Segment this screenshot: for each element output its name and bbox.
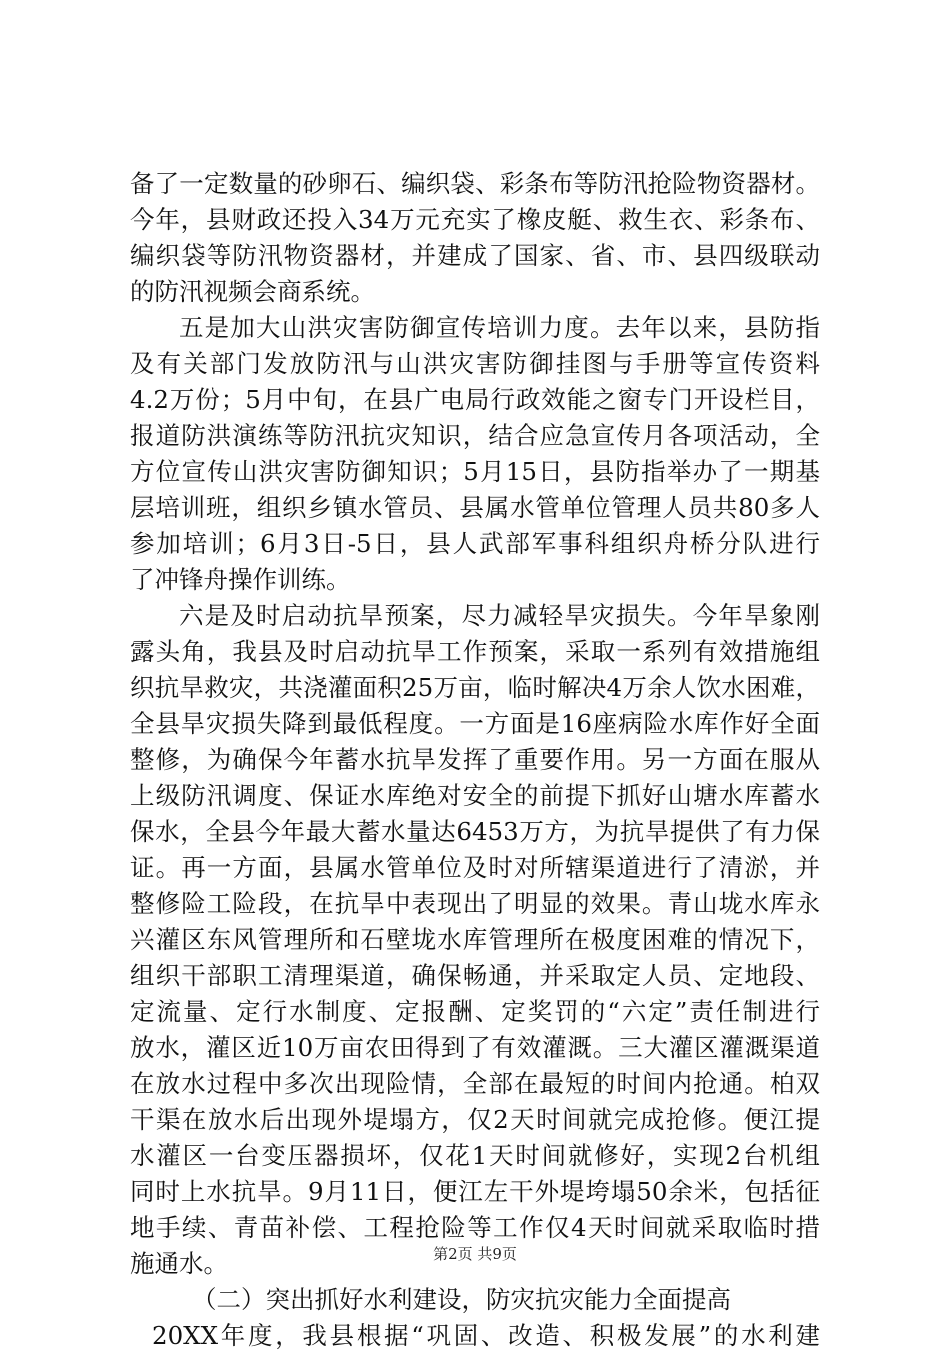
text-line: 整修险工险段，在抗旱中表现出了明显的效果。青山垅水库永	[130, 889, 820, 918]
text-line: 上级防汛调度、保证水库绝对安全的前提下抓好山塘水库蓄水	[130, 781, 820, 810]
text-line: 层培训班，组织乡镇水管员、县属水管单位管理人员共80多人	[130, 493, 820, 522]
text-line: 今年，县财政还投入34万元充实了橡皮艇、救生衣、彩条布、	[130, 205, 820, 234]
text-line: 同时上水抗旱。9月11日，便江左干外堤垮塌50余米，包括征	[130, 1177, 820, 1206]
text-line: 方位宣传山洪灾害防御知识；5月15日，县防指举办了一期基	[130, 457, 820, 486]
text-line: 放水，灌区近10万亩农田得到了有效灌溉。三大灌区灌溉渠道	[130, 1033, 820, 1062]
text-line: 组织干部职工清理渠道，确保畅通，并采取定人员、定地段、	[130, 961, 820, 990]
text-line: 4.2万份；5月中旬，在县广电局行政效能之窗专门开设栏目，	[130, 385, 820, 414]
text-line: 织抗旱救灾，共浇灌面积25万亩，临时解决4万余人饮水困难，	[130, 673, 820, 702]
page-footer: 第2页 共9页	[433, 1245, 517, 1263]
text-line: 了冲锋舟操作训练。	[130, 565, 351, 594]
section-heading: （二）突出抓好水利建设，防灾抗灾能力全面提高	[192, 1285, 731, 1314]
text-line: 编织袋等防汛物资器材，并建成了国家、省、市、县四级联动	[130, 241, 820, 270]
paragraph-start-line: 六是及时启动抗旱预案，尽力减轻旱灾损失。今年旱象刚	[179, 601, 820, 630]
text-line: 干渠在放水后出现外堤塌方，仅2天时间就完成抢修。便江提	[130, 1105, 820, 1134]
text-line: 定流量、定行水制度、定报酬、定奖罚的“六定”责任制进行	[130, 997, 820, 1026]
text-line: 整修，为确保今年蓄水抗旱发挥了重要作用。另一方面在服从	[130, 745, 820, 774]
text-line: 备了一定数量的砂卵石、编织袋、彩条布等防汛抢险物资器材。	[130, 169, 820, 198]
text-line: 施通水。	[130, 1249, 228, 1278]
text-line: 证。再一方面，县属水管单位及时对所辖渠道进行了清淤，并	[130, 853, 820, 882]
text-line: 及有关部门发放防汛与山洪灾害防御挂图与手册等宣传资料	[130, 349, 820, 378]
text-line: 保水，全县今年最大蓄水量达6453万方，为抗旱提供了有力保	[130, 817, 820, 846]
text-line: 兴灌区东风管理所和石壁垅水库管理所在极度困难的情况下，	[130, 925, 820, 954]
text-line: 水灌区一台变压器损坏，仅花1天时间就修好，实现2台机组	[130, 1141, 820, 1170]
document-body	[130, 166, 820, 1354]
paragraph-start-line: 20XX年度，我县根据“巩固、改造、积极发展”的水利建	[152, 1321, 820, 1350]
text-line: 露头角，我县及时启动抗旱工作预案，采取一系列有效措施组	[130, 637, 820, 666]
text-line: 参加培训；6月3日-5日，县人武部军事科组织舟桥分队进行	[130, 529, 820, 558]
text-line: 地手续、青苗补偿、工程抢险等工作仅4天时间就采取临时措	[130, 1213, 820, 1242]
text-line: 报道防洪演练等防汛抗灾知识，结合应急宣传月各项活动，全	[130, 421, 820, 450]
text-line: 在放水过程中多次出现险情，全部在最短的时间内抢通。柏双	[130, 1069, 820, 1098]
text-line: 的防汛视频会商系统。	[130, 277, 375, 306]
paragraph-start-line: 五是加大山洪灾害防御宣传培训力度。去年以来，县防指	[179, 313, 820, 342]
text-line: 全县旱灾损失降到最低程度。一方面是16座病险水库作好全面	[130, 709, 820, 738]
